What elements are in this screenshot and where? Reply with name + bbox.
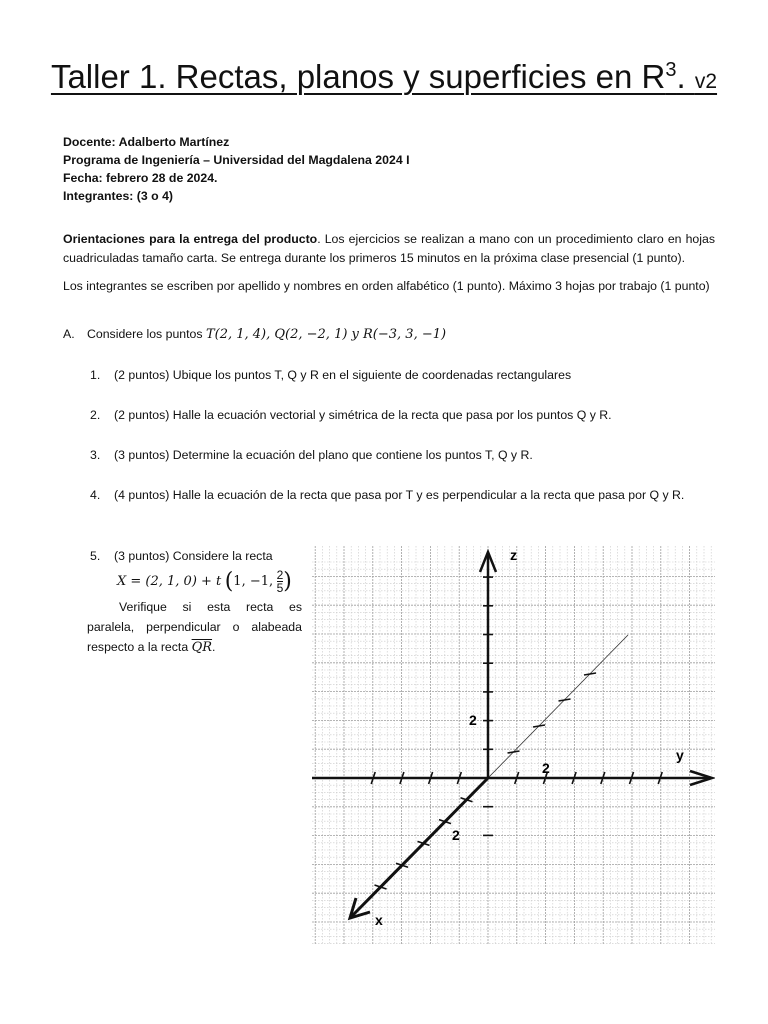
points-expression: T(2, 1, 4), Q(2, −2, 1) y R(−3, 3, −1) — [205, 327, 447, 342]
header-block — [63, 133, 410, 205]
orientaciones-paragraph: Orientaciones para la entrega del producto. Los ejercicios se realizan a mano con un procedimiento claro en hojas cuadriculadas tamaño carta. Se entrega durante los primeros 15 minutos en la próxima clase presencial (1 punto). — [63, 232, 715, 265]
x-tick-label: 2 — [452, 827, 460, 843]
programa: Programa de Ingeniería – Universidad del Magdalena 2024 I — [63, 153, 410, 167]
item-2: 2. (2 puntos) Halle la ecuación vectorial y simétrica de la recta que pasa por los puntos Q y R. — [90, 408, 612, 422]
item-5: 5. (3 puntos) Considere la recta X = (2, 1, 0) + t (1, −1, $\frac{2}{5}$ ) Verifique si esta recta es paralela, perpendicular o alabeada respecto a la recta $\overline{QR}$. — [87, 549, 302, 655]
version-label: v2 — [694, 70, 718, 93]
integrantes-paragraph: Los integrantes se escriben por apellido y nombres en orden alfabético (1 punto). Máximo 3 hojas por trabajo (1 punto) — [63, 279, 710, 293]
recta-qr: $\overline{QR}$ — [191, 640, 213, 655]
docente: Docente: Adalberto Martínez — [63, 135, 230, 149]
grid-line — [584, 673, 596, 675]
item-3: 3. (3 puntos) Determine la ecuación del plano que contiene los puntos T, Q y R. — [90, 448, 533, 462]
x-axis-label: x — [375, 912, 383, 928]
coordinate-grid — [312, 546, 715, 944]
grid-line — [508, 751, 520, 753]
x-axis — [352, 778, 488, 916]
line-equation: X = (2, 1, 0) + t (1, −1, $\frac{2}{5}$ ) — [117, 568, 292, 596]
page-title: Taller 1. Rectas, planos y superficies en $R^3$. v2 — [50, 58, 718, 95]
fraction: $\frac{2}{5}$ — [276, 568, 284, 596]
z-tick-label: 2 — [469, 712, 477, 728]
item-4: 4. (4 puntos) Halle la ecuación de la recta que pasa por T y es perpendicular a la recta que pasa por Q y R. — [90, 488, 685, 502]
section-a: A. Considere los puntos T(2, 1, 4), Q(2, −2, 1) y R(−3, 3, −1) — [63, 327, 447, 342]
grid-line — [533, 725, 545, 727]
fecha: Fecha: febrero 28 de 2024. — [63, 171, 218, 185]
z-axis-label: z — [510, 547, 517, 563]
item-1: 1. (2 puntos) Ubique los puntos T, Q y R en el siguiente de coordenadas rectangulares — [90, 368, 572, 382]
y-tick-label: 2 — [542, 760, 550, 776]
integrantes: Integrantes: (3 o 4) — [63, 189, 174, 203]
y-axis-label: y — [676, 747, 684, 763]
